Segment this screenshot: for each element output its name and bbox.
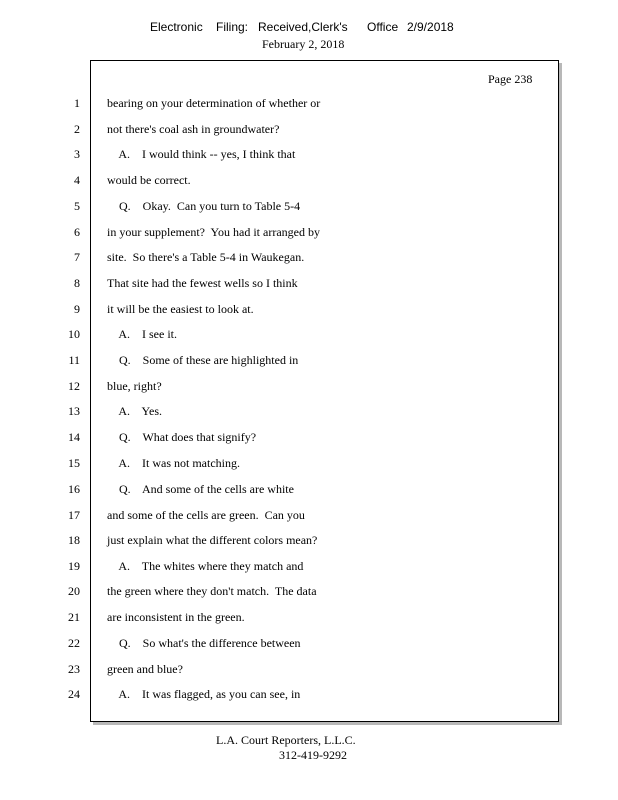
- line-number: 7: [74, 250, 80, 264]
- transcript-line: [0, 482, 618, 500]
- line-text: green and blue?: [107, 662, 183, 676]
- line-number: 1: [74, 96, 80, 110]
- transcript-line: [0, 456, 618, 474]
- line-number: 20: [68, 584, 80, 598]
- line-text: A. It was not matching.: [107, 456, 240, 470]
- transcript-line: [0, 610, 618, 628]
- transcript-line: [0, 225, 618, 243]
- transcript-line: [0, 687, 618, 705]
- header-date: February 2, 2018: [262, 37, 345, 51]
- transcript-line: [0, 584, 618, 602]
- line-text: Q. And some of the cells are white: [107, 482, 294, 496]
- line-number: 24: [68, 687, 80, 701]
- line-number: 4: [74, 173, 80, 187]
- line-text: Q. What does that signify?: [107, 430, 257, 444]
- line-text: That site had the fewest wells so I think: [107, 276, 298, 290]
- transcript-line: [0, 636, 618, 654]
- transcript-line: [0, 276, 618, 294]
- line-number: 9: [74, 302, 80, 316]
- transcript-line: [0, 173, 618, 191]
- line-text: blue, right?: [107, 379, 162, 393]
- line-number: 21: [68, 610, 80, 624]
- stamp-word: 2/9/2018: [407, 20, 454, 34]
- transcript-line: [0, 96, 618, 114]
- page-number: Page 238: [488, 72, 533, 86]
- transcript-line: [0, 404, 618, 422]
- transcript-line: [0, 559, 618, 577]
- line-text: A. It was flagged, as you can see, in: [107, 687, 301, 701]
- transcript-line: [0, 250, 618, 268]
- reporter-phone: 312-419-9292: [279, 748, 347, 762]
- line-number: 5: [74, 199, 80, 213]
- reporter-name: L.A. Court Reporters, L.L.C.: [216, 733, 356, 747]
- filing-stamp: [0, 20, 618, 36]
- line-text: Q. Okay. Can you turn to Table 5-4: [107, 199, 301, 213]
- transcript-line: [0, 147, 618, 165]
- transcript-line: [0, 379, 618, 397]
- line-number: 6: [74, 225, 80, 239]
- transcript-line: [0, 662, 618, 680]
- transcript-line: [0, 353, 618, 371]
- line-text: A. Yes.: [107, 404, 163, 418]
- line-text: in your supplement? You had it arranged by: [107, 225, 320, 239]
- transcript-line: [0, 302, 618, 320]
- line-number: 22: [68, 636, 80, 650]
- transcript-line: [0, 430, 618, 448]
- stamp-word: Filing:: [216, 20, 249, 34]
- transcript-line: [0, 508, 618, 526]
- line-text: would be correct.: [107, 173, 191, 187]
- line-number: 18: [68, 533, 80, 547]
- line-number: 10: [68, 327, 80, 341]
- line-number: 2: [74, 122, 80, 136]
- line-number: 16: [68, 482, 80, 496]
- line-text: site. So there's a Table 5-4 in Waukegan.: [107, 250, 305, 264]
- line-text: not there's coal ash in groundwater?: [107, 122, 280, 136]
- line-number: 14: [68, 430, 80, 444]
- line-text: just explain what the different colors mean?: [107, 533, 318, 547]
- line-number: 19: [68, 559, 80, 573]
- line-number: 11: [68, 353, 80, 367]
- transcript-line: [0, 533, 618, 551]
- line-number: 8: [74, 276, 80, 290]
- line-number: 3: [74, 147, 80, 161]
- line-number: 13: [68, 404, 80, 418]
- line-text: A. The whites where they match and: [107, 559, 304, 573]
- line-text: Q. Some of these are highlighted in: [107, 353, 299, 367]
- transcript-line: [0, 122, 618, 140]
- line-text: and some of the cells are green. Can you: [107, 508, 305, 522]
- line-number: 12: [68, 379, 80, 393]
- stamp-word: Office: [367, 20, 399, 34]
- line-text: A. I would think -- yes, I think that: [107, 147, 296, 161]
- line-number: 23: [68, 662, 80, 676]
- line-text: bearing on your determination of whether or: [107, 96, 321, 110]
- line-text: A. I see it.: [107, 327, 177, 341]
- transcript-line: [0, 199, 618, 217]
- line-text: the green where they don't match. The data: [107, 584, 317, 598]
- line-text: are inconsistent in the green.: [107, 610, 245, 624]
- stamp-word: Received,Clerk's: [258, 20, 348, 34]
- transcript-line: [0, 327, 618, 345]
- line-text: it will be the easiest to look at.: [107, 302, 254, 316]
- line-number: 17: [68, 508, 80, 522]
- stamp-word: Electronic: [150, 20, 203, 34]
- line-number: 15: [68, 456, 80, 470]
- line-text: Q. So what's the difference between: [107, 636, 301, 650]
